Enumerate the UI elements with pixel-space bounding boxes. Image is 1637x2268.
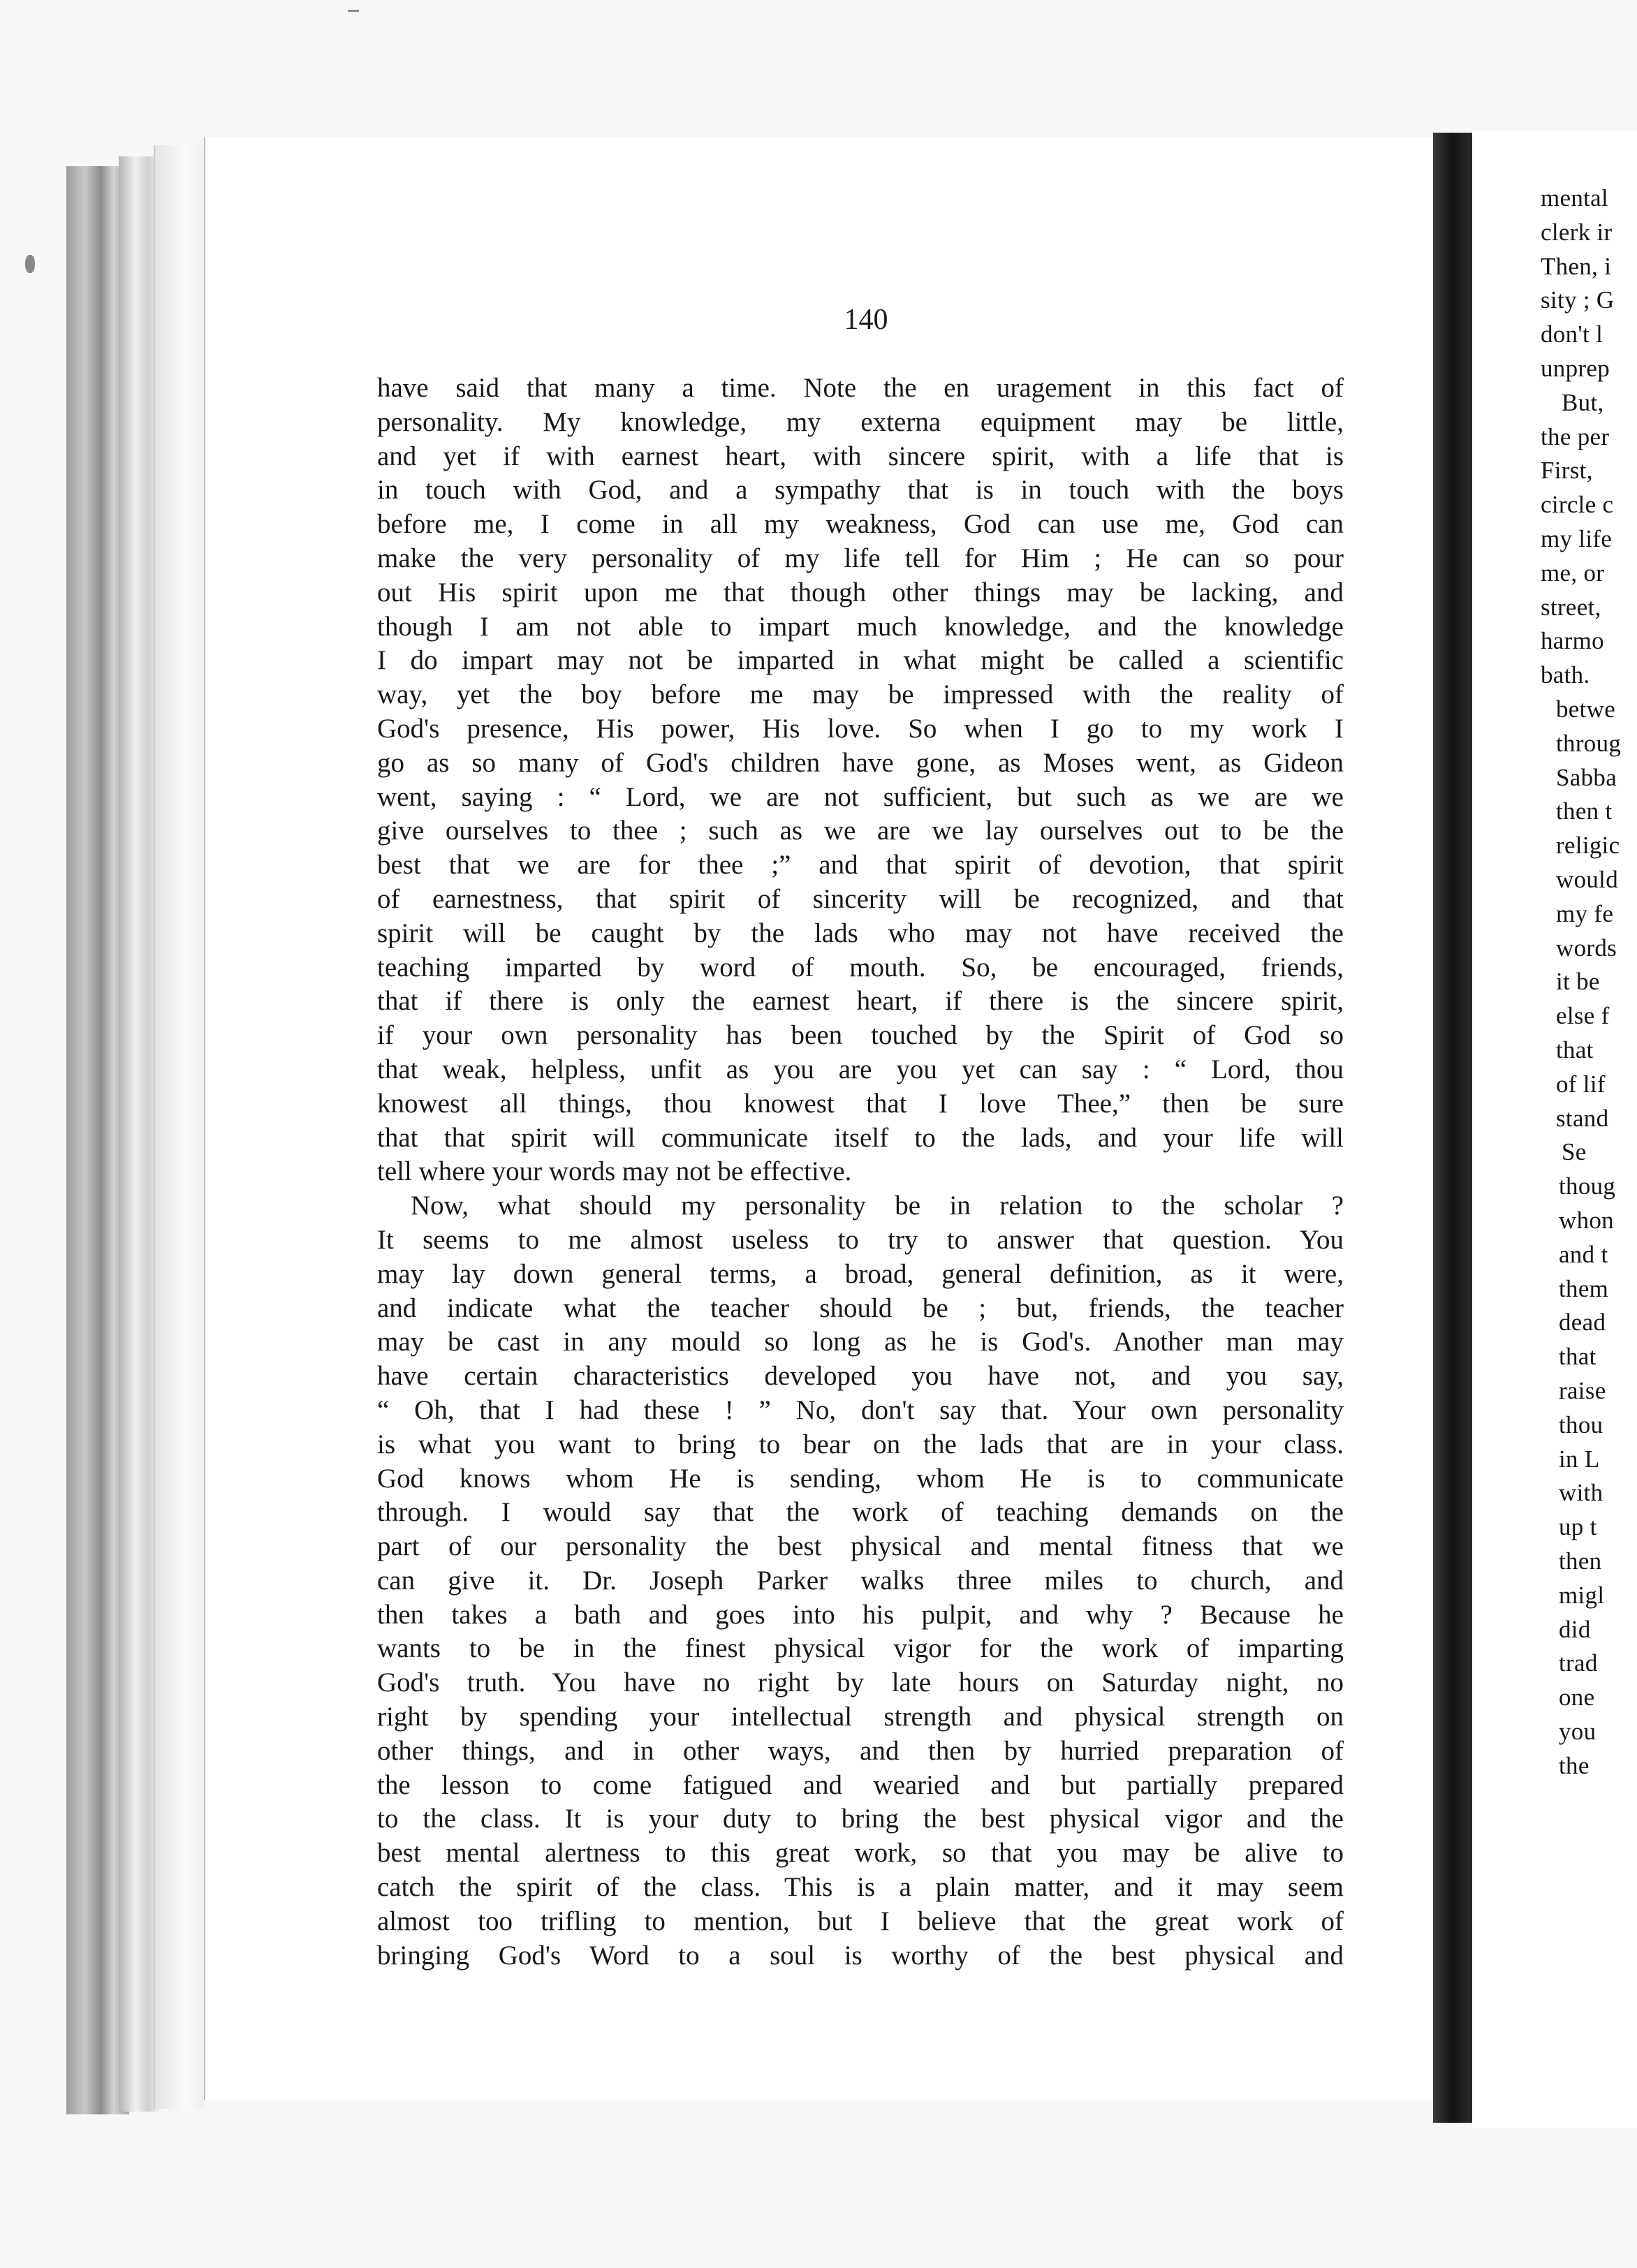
facing-text-line: Sabba bbox=[1556, 763, 1617, 791]
text-line: if your own personality has been touched by the Spirit of God so bbox=[377, 1020, 1344, 1051]
page-number: 140 bbox=[844, 304, 888, 336]
facing-text-line: throug bbox=[1556, 729, 1622, 757]
text-line: and yet if with earnest heart, with sincere spirit, with a life that is bbox=[377, 441, 1344, 471]
facing-text-line: dead bbox=[1559, 1309, 1606, 1336]
text-line: God's truth. You have no right by late hours on Saturday night, no bbox=[377, 1667, 1344, 1698]
facing-text-line: mental bbox=[1541, 184, 1609, 212]
text-line: “ Oh, that I had these ! ” No, don't say that. Your own personality bbox=[377, 1394, 1344, 1425]
text-line: Now, what should my personality be in relation to the scholar ? bbox=[411, 1191, 1344, 1221]
text-line: have said that many a time. Note the en uragement in this fact of bbox=[377, 373, 1344, 403]
text-line: teaching imparted by word of mouth. So, be encouraged, friends, bbox=[377, 952, 1344, 982]
facing-text-line: Then, i bbox=[1541, 252, 1612, 280]
text-line: the lesson to come fatigued and wearied and but partially prepared bbox=[377, 1769, 1344, 1800]
text-line: It seems to me almost useless to try to answer that question. You bbox=[377, 1224, 1344, 1255]
facing-text-line: betwe bbox=[1556, 695, 1616, 723]
facing-text-line: Se bbox=[1562, 1138, 1587, 1166]
text-line: catch the spirit of the class. This is a plain matter, and it may seem bbox=[377, 1872, 1344, 1903]
facing-text-line: thou bbox=[1559, 1411, 1603, 1438]
facing-text-line: religic bbox=[1556, 832, 1620, 860]
text-line: may be cast in any mould so long as he is God's. Another man may bbox=[377, 1327, 1344, 1357]
text-line: to the class. It is your duty to bring the best physical vigor and the bbox=[377, 1804, 1344, 1834]
text-line: go as so many of God's children have gone, as Moses went, as Gideon bbox=[377, 747, 1344, 778]
text-line: God knows whom He is sending, whom He is to communicate bbox=[377, 1463, 1344, 1494]
facing-text-line: them bbox=[1559, 1274, 1609, 1302]
facing-text-line: me, or bbox=[1541, 559, 1605, 587]
facing-text-line: you bbox=[1559, 1718, 1596, 1745]
facing-text-line: harmo bbox=[1541, 627, 1604, 655]
facing-text-line: in L bbox=[1559, 1445, 1600, 1473]
text-line: personality. My knowledge, my externa equipment may be little, bbox=[377, 406, 1344, 437]
facing-text-line: But, bbox=[1562, 388, 1604, 416]
facing-text-line: stand bbox=[1556, 1104, 1609, 1132]
page-body-text bbox=[377, 371, 1344, 1973]
text-line: of earnestness, that spirit of sincerity will be recognized, and that bbox=[377, 883, 1344, 914]
facing-text-line: would bbox=[1556, 866, 1618, 893]
text-line: that weak, helpless, unfit as you are you yet can say : “ Lord, thou bbox=[377, 1054, 1344, 1084]
text-line: may lay down general terms, a broad, general definition, as it were, bbox=[377, 1258, 1344, 1289]
facing-text-line: circle c bbox=[1541, 491, 1614, 519]
text-line: God's presence, His power, His love. So when I go to my work I bbox=[377, 713, 1344, 744]
facing-text-line: the per bbox=[1541, 422, 1610, 450]
text-line: I do impart may not be imparted in what might be called a scientific bbox=[377, 645, 1344, 676]
facing-text-line: else f bbox=[1556, 1002, 1610, 1030]
text-line: though I am not able to impart much knowledge, and the knowledge bbox=[377, 611, 1344, 642]
facing-text-line: that bbox=[1559, 1343, 1596, 1371]
facing-text-line: did bbox=[1559, 1615, 1591, 1643]
text-line: can give it. Dr. Joseph Parker walks three miles to church, and bbox=[377, 1565, 1344, 1596]
text-line: spirit will be caught by the lads who may not have received the bbox=[377, 918, 1344, 948]
facing-text-line: words bbox=[1556, 934, 1617, 962]
text-line: in touch with God, and a sympathy that is in touch with the boys bbox=[377, 475, 1344, 506]
facing-text-line: sity ; G bbox=[1541, 286, 1615, 314]
facing-text-line: up t bbox=[1559, 1513, 1597, 1541]
facing-text-line: migl bbox=[1559, 1581, 1605, 1609]
page-edges-inner bbox=[154, 145, 204, 2109]
facing-text-line: then bbox=[1559, 1547, 1602, 1575]
text-line: wants to be in the finest physical vigor for the work of imparting bbox=[377, 1633, 1344, 1664]
facing-text-line: and t bbox=[1559, 1240, 1608, 1268]
text-line: went, saying : “ Lord, we are not sufficient, but such as we are we bbox=[377, 781, 1344, 812]
facing-text-line: bath. bbox=[1541, 661, 1590, 689]
facing-text-line: unprep bbox=[1541, 355, 1610, 382]
text-line: right by spending your intellectual strength and physical strength on bbox=[377, 1702, 1344, 1732]
text-line: have certain characteristics developed you have not, and you say, bbox=[377, 1361, 1344, 1392]
facing-text-line: the bbox=[1559, 1751, 1590, 1779]
text-line: way, yet the boy before me may be impressed with the reality of bbox=[377, 679, 1344, 710]
facing-text-line: First, bbox=[1541, 457, 1593, 485]
text-line: best that we are for thee ;” and that spirit of devotion, that spirit bbox=[377, 850, 1344, 881]
facing-text-line: that bbox=[1556, 1036, 1594, 1063]
facing-text-line: one bbox=[1559, 1684, 1595, 1711]
facing-text-line: of lif bbox=[1556, 1070, 1606, 1098]
text-line: other things, and in other ways, and then by hurried preparation of bbox=[377, 1735, 1344, 1766]
text-line: is what you want to bring to bear on the lads that are in your class. bbox=[377, 1429, 1344, 1459]
facing-text-line: trad bbox=[1559, 1649, 1598, 1677]
text-line: that that spirit will communicate itself to the lads, and your life will bbox=[377, 1122, 1344, 1153]
facing-page-fragment bbox=[1472, 131, 1637, 2128]
text-line: part of our personality the best physical and mental fitness that we bbox=[377, 1531, 1344, 1562]
facing-text-line: raise bbox=[1559, 1377, 1606, 1404]
scan-blemish bbox=[25, 255, 35, 273]
facing-text-line: it be bbox=[1556, 968, 1600, 996]
scan-mark bbox=[348, 10, 359, 12]
text-line: that if there is only the earnest heart, if there is the sincere spirit, bbox=[377, 986, 1344, 1017]
text-line: through. I would say that the work of teaching demands on the bbox=[377, 1497, 1344, 1528]
text-line: almost too trifling to mention, but I believe that the great work of bbox=[377, 1906, 1344, 1936]
text-line: then takes a bath and goes into his pulpit, and why ? Because he bbox=[377, 1599, 1344, 1630]
facing-text-line: my life bbox=[1541, 525, 1613, 552]
facing-text-line: don't l bbox=[1541, 321, 1603, 348]
book-gutter bbox=[1433, 133, 1472, 2123]
text-line: bringing God's Word to a soul is worthy of the best physical and bbox=[377, 1940, 1344, 1971]
facing-text-line: clerk ir bbox=[1541, 218, 1613, 246]
facing-text-line: whon bbox=[1559, 1207, 1614, 1234]
facing-text-line: with bbox=[1559, 1479, 1603, 1507]
text-line: best mental alertness to this great work, so that you may be alive to bbox=[377, 1838, 1344, 1869]
text-line: before me, I come in all my weakness, God can use me, God can bbox=[377, 509, 1344, 540]
facing-text-line: then t bbox=[1556, 797, 1613, 825]
facing-text-line: my fe bbox=[1556, 899, 1614, 927]
text-line: out His spirit upon me that though other things may be lacking, and bbox=[377, 577, 1344, 608]
text-line: tell where your words may not be effective. bbox=[377, 1156, 852, 1187]
text-line: and indicate what the teacher should be ; but, friends, the teacher bbox=[377, 1293, 1344, 1323]
text-line: knowest all things, thou knowest that I love Thee,” then be sure bbox=[377, 1088, 1344, 1119]
text-line: make the very personality of my life tell for Him ; He can so pour bbox=[377, 543, 1344, 573]
text-line: give ourselves to thee ; such as we are we lay ourselves out to be the bbox=[377, 816, 1344, 846]
facing-text-line: street, bbox=[1541, 593, 1601, 621]
facing-text-line: thoug bbox=[1559, 1172, 1616, 1200]
